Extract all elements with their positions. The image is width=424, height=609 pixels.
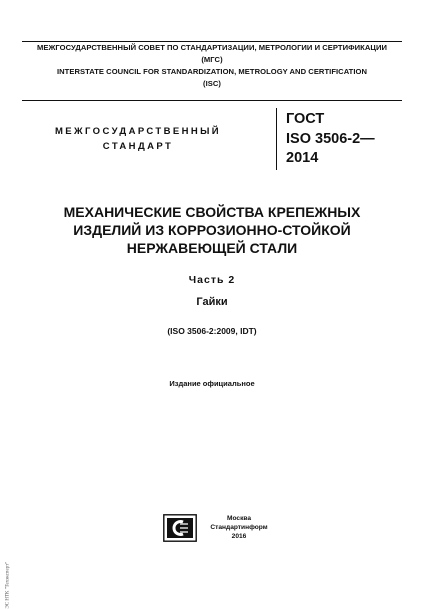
gost-designation	[286, 110, 406, 169]
document-subtitle: Гайки	[196, 296, 228, 308]
council-name-en: INTERSTATE COUNCIL FOR STANDARDIZATION, METROLOGY AND CERTIFICATION	[56, 67, 368, 76]
standartinform-logo-icon	[163, 514, 197, 542]
gost-line2: ISO 3506-2—	[286, 130, 375, 147]
publisher-city: Москва	[226, 515, 252, 522]
part-number: Часть 2	[188, 274, 236, 286]
iso-reference: (ISO 3506-2:2009, IDT)	[167, 326, 257, 336]
header-divider	[22, 100, 402, 101]
council-name-ru: МЕЖГОСУДАРСТВЕННЫЙ СОВЕТ ПО СТАНДАРТИЗАЦИИ, МЕТРОЛОГИИ И СЕРТИФИКАЦИИ	[36, 43, 387, 52]
council-abbr-en: (ISC)	[203, 79, 221, 88]
title-line2: ИЗДЕЛИЙ ИЗ КОРРОЗИОННО-СТОЙКОЙ	[73, 222, 351, 238]
vertical-divider	[276, 108, 277, 170]
title-line1: МЕХАНИЧЕСКИЕ СВОЙСТВА КРЕПЕЖНЫХ	[63, 204, 361, 220]
title-line3: НЕРЖАВЕЮЩЕЙ СТАЛИ	[126, 240, 298, 256]
publisher-name: Стандартинформ	[210, 523, 268, 531]
watermark-text: ЭС НТК "Техэксперт"	[5, 561, 11, 609]
council-abbr-ru: (МГС)	[201, 55, 223, 64]
publisher-block	[204, 515, 274, 541]
sidebar-watermark	[2, 561, 14, 609]
standard-type-label	[22, 124, 254, 154]
council-header	[22, 42, 402, 90]
standard-type-line2: СТАНДАРТ	[102, 141, 174, 152]
publication-year: 2016	[231, 532, 247, 540]
gost-line3: 2014	[286, 150, 319, 166]
standard-type-line1: МЕЖГОСУДАРСТВЕННЫЙ	[54, 126, 222, 137]
edition-note: Издание официальное	[169, 379, 255, 388]
gost-line1: ГОСТ	[286, 111, 325, 127]
document-title	[22, 203, 402, 257]
